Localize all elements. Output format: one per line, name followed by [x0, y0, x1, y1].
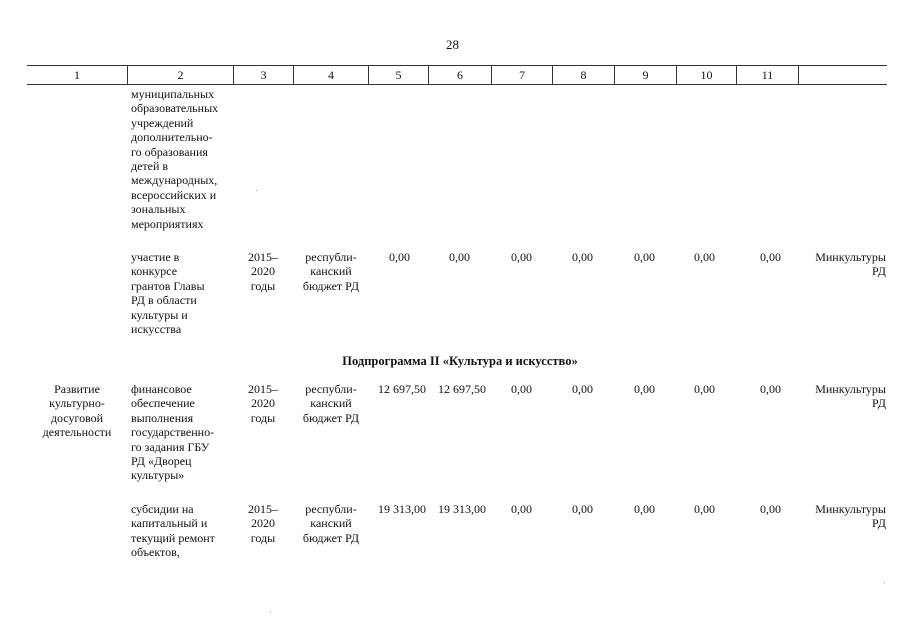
table-cell-activity: Развитие культурно- досуговой деятельности	[42, 382, 112, 440]
table-cell-value: 0,00	[511, 502, 532, 516]
table-cell-description: участие в конкурсе грантов Главы РД в области культуры и искусства	[131, 250, 205, 337]
table-cell-source: республи- канский бюджет РД	[302, 382, 360, 425]
table-cell-value: 0,00	[694, 250, 715, 264]
table-cell-value: 0,00	[694, 502, 715, 516]
table-cell-description: финансовое обеспечение выполнения государственно- го задания ГБУ РД «Дворец культуры»	[131, 382, 215, 483]
table-cell-value: 0,00	[389, 250, 410, 264]
page-number: 28	[446, 37, 459, 52]
table-cell-value: 12 697,50	[378, 382, 426, 396]
column-header-3: 3	[233, 66, 293, 84]
column-header-row	[27, 65, 887, 85]
table-cell-value: 0,00	[694, 382, 715, 396]
table-cell-description: субсидии на капитальный и текущий ремонт объектов,	[131, 502, 215, 560]
table-cell-value: 0,00	[511, 382, 532, 396]
table-cell-value: 12 697,50	[438, 382, 486, 396]
table-cell-responsible: Минкультуры РД	[815, 502, 886, 531]
column-header-9: 9	[614, 66, 676, 84]
column-header-8: 8	[552, 66, 614, 84]
scan-speck	[256, 190, 257, 191]
column-header-4: 4	[293, 66, 368, 84]
table-cell-value: 19 313,00	[378, 502, 426, 516]
table-cell-value: 19 313,00	[438, 502, 486, 516]
table-cell-value: 0,00	[760, 382, 781, 396]
column-header-5: 5	[368, 66, 428, 84]
column-header-10: 10	[676, 66, 736, 84]
table-cell-value: 0,00	[760, 502, 781, 516]
table-cell-source: республи- канский бюджет РД	[302, 502, 360, 545]
table-cell-period: 2015– 2020 годы	[248, 382, 278, 425]
table-cell-description: муниципальных образовательных учреждений дополнительно- го образования детей в международных, всероссийских и зональных мероприятиях	[131, 87, 219, 231]
table-cell-value: 0,00	[760, 250, 781, 264]
table-cell-responsible: Минкультуры РД	[815, 382, 886, 411]
scan-speck	[270, 612, 271, 613]
table-cell-value: 0,00	[634, 502, 655, 516]
table-cell-value: 0,00	[449, 250, 470, 264]
table-cell-period: 2015– 2020 годы	[248, 502, 278, 545]
column-header-1: 1	[74, 68, 80, 82]
table-cell-value: 0,00	[572, 250, 593, 264]
table-cell-responsible: Минкультуры РД	[815, 250, 886, 279]
table-cell-period: 2015– 2020 годы	[248, 250, 278, 293]
column-header-7: 7	[491, 66, 552, 84]
table-cell-value: 0,00	[511, 250, 532, 264]
table-cell-value: 0,00	[634, 382, 655, 396]
table-cell-value: 0,00	[572, 382, 593, 396]
column-header-11: 11	[736, 66, 798, 84]
column-header-6: 6	[428, 66, 491, 84]
scan-speck	[884, 582, 885, 583]
table-cell-value: 0,00	[634, 250, 655, 264]
column-header-blank	[798, 66, 887, 84]
column-header-2: 2	[127, 66, 233, 84]
table-cell-source: республи- канский бюджет РД	[302, 250, 360, 293]
table-cell-value: 0,00	[572, 502, 593, 516]
subprogram-heading: Подпрограмма II «Культура и искусство»	[342, 354, 578, 368]
